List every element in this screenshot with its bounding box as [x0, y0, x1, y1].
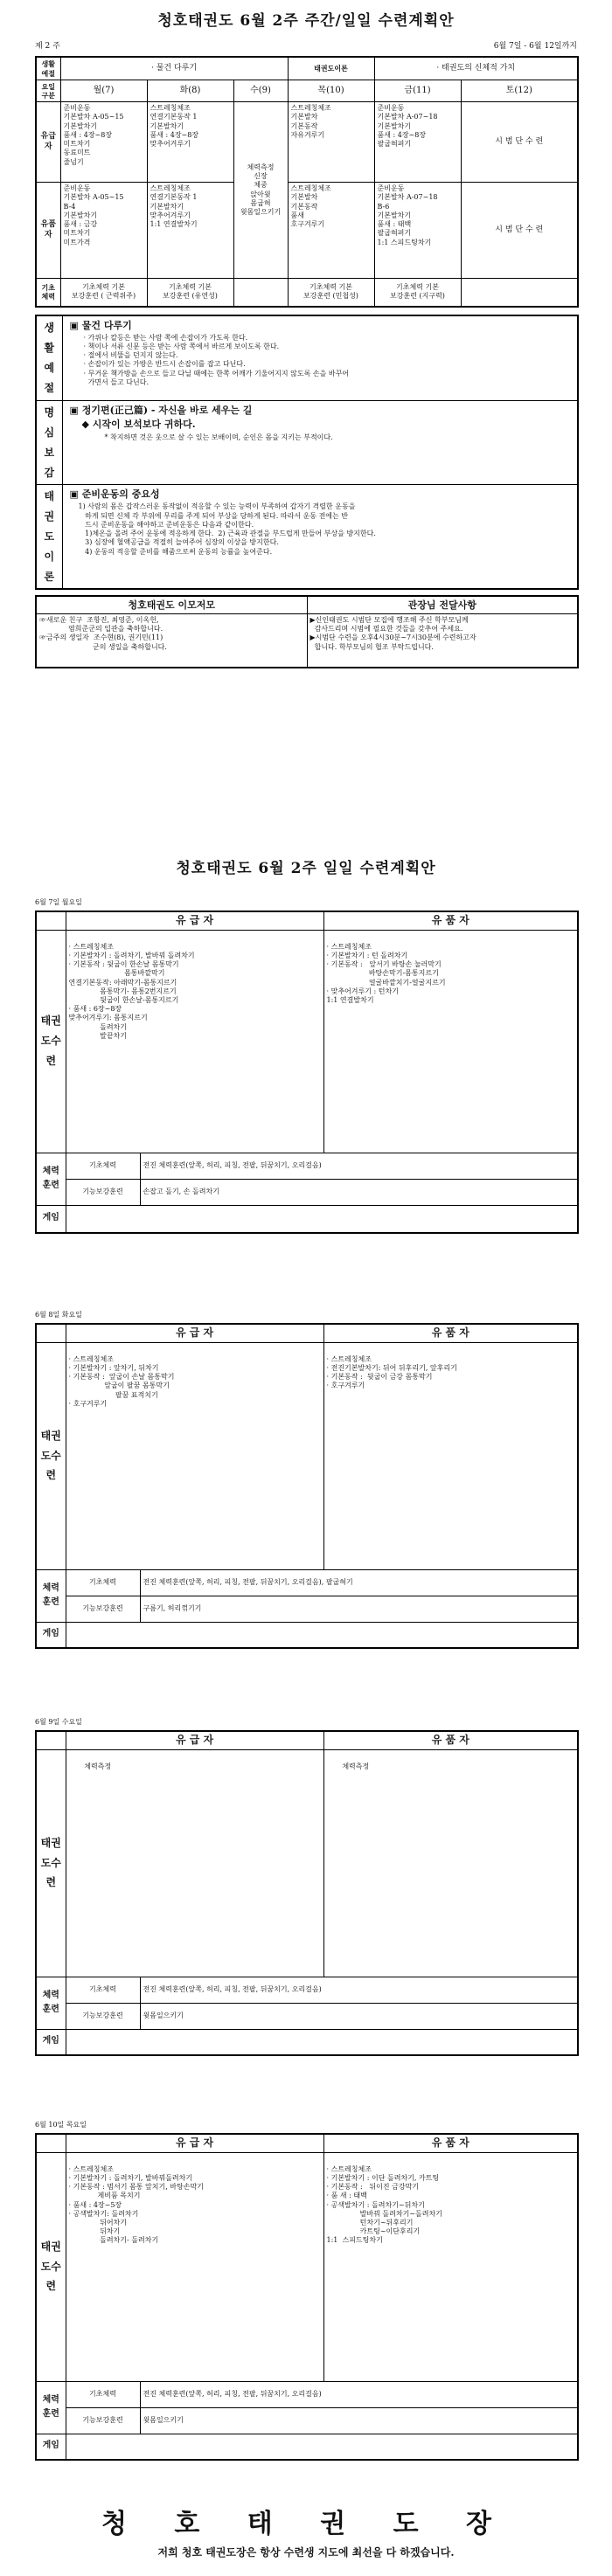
- game-content: [66, 1205, 578, 1233]
- side-game: 게임: [36, 2434, 66, 2460]
- poom-content: · 스트레칭체조 · 기본발차기 : 턴 돌려차기 · 기본동작 : 앞서기 바탕손 눌러막기 바탕손막기-몸통지르기 얼굴바깥치기-얼굴지르기 · 맞추어겨루기 : 턴차기 1:1 연결발차기: [323, 930, 578, 1153]
- day-table-1: [35, 911, 579, 1234]
- wed-plan: 체력측정 신장 체중 앉아윗 몸굽혀 윗몸일으키기: [233, 102, 288, 279]
- day-mon: 월(7): [60, 80, 147, 101]
- basic-fri: 기초체력 기본 보강훈련 (지구력): [374, 279, 461, 307]
- day-block-4: [35, 2121, 577, 2461]
- side-game: 게임: [36, 2029, 66, 2055]
- weekly-title: 청호태권도 6월 2주 주간/일일 수련계획안: [157, 12, 455, 30]
- fri-poom: 준비운동 기본발차 A-07~18 B-6 기본발차기 품새 : 태백 팔굽혀펴기 1:1 스피드팅차기: [374, 183, 461, 279]
- basic-mon: 기초체력 기본 보강훈련 ( 근력위주): [60, 279, 147, 307]
- day-date-3: 6월 9일 수요일: [35, 1718, 82, 1726]
- theme-value-etiquette: · 물건 다루기: [60, 57, 288, 80]
- weekly-plan: [35, 12, 577, 668]
- weekly-table: [35, 56, 579, 307]
- theory-content: ▣ 준비운동의 중요성 1) 사람의 몸은 갑작스러운 동작없이 적응할 수 있는 능력이 부족하여 갑자기 격렬한 운동을 하게 되면 신체 각 부위에 무리를 주게 되어 부상을 당하게 된다. 따라서 운동 전에는 반 드시 준비운동을 해야하고 준비운동은 다음과 같이한다. 1)체온을 올려 주어 운동에 적응하게 한다. 2) 근육과 관절을 부드럽게 만들어 부상을 방지한다. 3) 심장에 혈액공급을 적절히 늘여주어 심장의 이상을 방지한다. 4) 운동의 적응할 준비를 해줌으로써 운동의 능률을 높여준다.: [62, 485, 578, 589]
- theory-box-icon: ▣: [69, 488, 82, 501]
- day-table-3: [35, 1730, 579, 2056]
- theme-label-theory: 태권도이론: [288, 57, 374, 80]
- basic-thu: 기초체력 기본 보강훈련 (민첩성): [288, 279, 374, 307]
- header-geup: 유 급 자: [66, 1731, 323, 1749]
- day-block-2: [35, 1311, 577, 1649]
- game-content: [66, 1622, 578, 1648]
- day-table-2: [35, 1323, 579, 1649]
- heart-head: 정기편(正己篇) - 자신을 바로 세우는 길: [81, 405, 253, 417]
- header-geup: 유 급 자: [66, 2134, 323, 2152]
- thu-geup: 스트레칭체조 기본발차 기본동작 자유겨루기: [288, 102, 374, 183]
- notes-table: [35, 315, 579, 591]
- footer-subtitle: 저희 청호 태권도장은 항상 수련생 지도에 최선을 다 하겠습니다.: [157, 2546, 455, 2559]
- day-block-3: [35, 1718, 577, 2056]
- fitness-skill: 윗몸일으키기: [140, 2407, 578, 2434]
- fitness-basic: 전진 체력훈련(앞쪽, 허리, 피칭, 전팔, 뒤꿈치기, 오리걸음): [140, 2381, 578, 2407]
- thu-poom: 스트레칭체조 기본발차 기본동작 품새 호구겨루기: [288, 183, 374, 279]
- mon-geup: 준비운동 기본발차 A-05~15 기본발차기 품새 : 4장~8장 미트차기 동료미트 줄넘기: [60, 102, 147, 183]
- fitness-skill: 윗몸일으키기: [140, 2003, 578, 2029]
- basic-sat: [461, 279, 578, 307]
- theme-label-etiquette: 생활예절: [36, 57, 60, 80]
- director-content: ▶신인태권도 시범단 모집에 행조해 주신 학부모님께 감사드리며 시범에 필요한 것들을 갖추어 주세요. ▶시범단 수련을 오후4시30분~7시30분에 수련하고자 합니다. 학부모님의 협조 부탁드립니다.: [307, 613, 578, 668]
- day-sat: 토(12): [461, 80, 578, 101]
- side-fitness: 체력훈련: [36, 1977, 66, 2029]
- basic-tue: 기초체력 기본 보강훈련 (유연성): [147, 279, 233, 307]
- tue-geup: 스트레칭체조 연결기본동작 1 기본발차기 품새 : 4장~8장 맞추어겨루기: [147, 102, 233, 183]
- geup-content: · 스트레칭체조 · 기본발차기 : 돌려차기, 발바꿔 돌려차기 · 기본동작 : 뒷굽이 한손날 몸통막기 몸통바깥막기 연결기본동작: 아래막기-몸통지르기 몸통막기- 몸통2번지르기 뒷굽이 한손날-몸통지르기 · 품새 : 6장~8장 맞추어겨루기: 몸통지르기 돌려차기 발끝차기: [66, 930, 323, 1153]
- side-fitness: 체력훈련: [36, 2381, 66, 2434]
- day-date-2: 6월 8일 화요일: [35, 1311, 82, 1319]
- label-basic: 기초체력: [66, 1153, 140, 1179]
- heart-sub: ◆ 시작이 보석보다 귀하다.: [81, 419, 196, 431]
- geup-content: · 스트레칭체조 · 기본발차기 : 앞차기, 뒤차기 · 기본동작 : 앞굽이 손날 몸통막기 앞굽이 팔꿈 몸통막기 팔꿈 표적치기 · 호구겨루기: [66, 1342, 323, 1569]
- heart-content: [62, 401, 578, 485]
- geup-content: · 스트레칭체조 · 기본발차기 : 돌려차기, 발바꿔돌려차기 · 기본동작 : 범서기 몸통 앞치기, 바탕손막기 제비품 목치기 · 품새 : 4장~5장 · 공색발차기: 돌려차기 뒤어차기 뒤차기 돌려차기- 돌려차기: [66, 2152, 323, 2381]
- etiquette-label: 생활예절: [36, 315, 62, 401]
- news-content: ☞새로운 친구 조항진, 최영준, 이옥헌, 염희준군의 입관을 축하합니다. ☞금주의 생일자 조수현(8), 권기민(11) 군의 생일을 축하합니다.: [36, 613, 307, 668]
- poom-content: · 스트레칭체조 · 전진기본발차기: 뒤어 뒤후리기, 앞후리기 · 기본동작 : 뒷굽이 금강 몸통막기 · 호구겨루기: [323, 1342, 578, 1569]
- day-date-1: 6월 7일 월요일: [35, 898, 82, 906]
- fitness-basic: 전진 체력훈련(앞쪽, 허리, 피칭, 전팔, 뒤꿈치기, 오리걸음), 팔굽혀기: [140, 1569, 578, 1596]
- label-skill: 기능보강훈련: [66, 1596, 140, 1622]
- side-main: 태권도수련: [36, 1749, 66, 1977]
- fitness-skill: 구름기, 허리꺾기기: [140, 1596, 578, 1622]
- mon-poom: 준비운동 기본발차 A-05~15 B-4 기본발차기 품새 : 금강 미트차기 미트가격: [60, 183, 147, 279]
- label-basic: 기초체력: [66, 2381, 140, 2407]
- week-period: 6월 7일 - 6월 12일까지: [493, 41, 577, 51]
- director-head: 관장님 전달사항: [307, 596, 578, 613]
- footer: [35, 2508, 577, 2560]
- side-game: 게임: [36, 1205, 66, 1233]
- week-label: 제 2 주: [35, 41, 60, 51]
- fri-geup: 준비운동 기본발차 A-07~18 기본발차기 품새 : 4장~8장 팔굽혀펴기: [374, 102, 461, 183]
- heart-label: 명심보감: [36, 401, 62, 485]
- sat-poom: 시 범 단 수 련: [461, 183, 578, 279]
- day-block-1: [35, 898, 577, 1234]
- side-main: 태권도수련: [36, 930, 66, 1153]
- day-fri: 금(11): [374, 80, 461, 101]
- day-table-4: [35, 2133, 579, 2461]
- row-label-geup: 유급자: [36, 102, 60, 183]
- etiquette-content: ▣ 물건 다루기 · 가위나 칼등은 받는 사람 쪽에 손잡이가 가도록 한다. · 책이나 서류 신문 등은 받는 사람 쪽에서 바르게 보이도록 한다. · 절에서 비뚤을 던지지 않는다. · 손잡이가 있는 가방은 반드시 손잡이를 잡고 다닌다. · 무거운 책가방을 손으로 들고 다닐 때에는 한쪽 어깨가 기울어지지 않도록 손을 바꾸어 가면서 들고 다닌다.: [62, 315, 578, 401]
- etiquette-box-icon: ▣: [69, 319, 82, 331]
- news-table: [35, 595, 579, 668]
- side-fitness: 체력훈련: [36, 1569, 66, 1622]
- side-main: 태권도수련: [36, 2152, 66, 2381]
- row-label-poom: 유품자: [36, 183, 60, 279]
- fitness-basic: 전진 체력훈련(앞쪽, 허리, 피칭, 전팔, 뒤꿈치기, 오리걸음): [140, 1977, 578, 2003]
- heart-note: * 착지하면 것은 웃으로 살 수 있는 보배이며, 순인은 몸을 지키는 부적이다.: [104, 433, 333, 442]
- side-main: 태권도수련: [36, 1342, 66, 1569]
- row-label-basic: 기초체력: [36, 279, 60, 307]
- side-fitness: 체력훈련: [36, 1153, 66, 1205]
- day-date-4: 6월 10일 목요일: [35, 2121, 87, 2129]
- header-poom: 유 품 자: [323, 2134, 578, 2152]
- label-skill: 기능보강훈련: [66, 1179, 140, 1205]
- fitness-skill: 손잡고 돌기, 손 돌려차기: [140, 1179, 578, 1205]
- game-content: [66, 2434, 578, 2460]
- day-tue: 화(8): [147, 80, 233, 101]
- news-head: 청호태권도 이모저모: [36, 596, 307, 613]
- label-basic: 기초체력: [66, 1977, 140, 2003]
- side-game: 게임: [36, 1622, 66, 1648]
- theory-label: 태권도이론: [36, 485, 62, 589]
- label-skill: 기능보강훈련: [66, 2003, 140, 2029]
- header-poom: 유 품 자: [323, 1324, 578, 1342]
- etiquette-head: 물건 다루기: [81, 319, 132, 331]
- label-basic: 기초체력: [66, 1569, 140, 1596]
- header-poom: 유 품 자: [323, 1731, 578, 1749]
- header-geup: 유 급 자: [66, 911, 323, 930]
- heart-box-icon: ▣: [69, 405, 82, 417]
- theory-head: 준비운동의 중요성: [81, 488, 160, 501]
- header-poom: 유 품 자: [323, 911, 578, 930]
- day-wed: 수(9): [233, 80, 288, 101]
- header-geup: 유 급 자: [66, 1324, 323, 1342]
- footer-title: 청 호 태 권 도 장: [101, 2509, 511, 2539]
- day-thu: 목(10): [288, 80, 374, 101]
- game-content: [66, 2029, 578, 2055]
- theme-value-theory: · 태권도의 신체적 가치: [374, 57, 578, 80]
- label-skill: 기능보강훈련: [66, 2407, 140, 2434]
- day-label: 요일구분: [36, 80, 60, 101]
- geup-content: 체력측정: [66, 1749, 323, 1977]
- sat-geup: 시 범 단 수 련: [461, 102, 578, 183]
- fitness-basic: 전진 체력훈련(앞쪽, 허리, 피칭, 전팔, 뒤꿈치기, 오리걸음): [140, 1153, 578, 1179]
- poom-content: 체력측정: [323, 1749, 578, 1977]
- tue-poom: 스트레칭체조 연결기본동작 1 기본발차기 맞추어겨루기 1:1 연결발차기: [147, 183, 233, 279]
- basic-wed: [233, 279, 288, 307]
- poom-content: · 스트레칭체조 · 기본발차기 : 이단 돌려차기, 카트팅 · 기본동작 : 뒤이진 금강막기 · 품 새 : 태백 · 공색발차기 : 돌려차기~뒤차기 발바꿔 돌려차기~돌려차기 턴차기~뒤후리기 카트팅~이단후리기 1:1 스피드팅차기: [323, 2152, 578, 2381]
- daily-title: 청호태권도 6월 2주 일일 수련계획안: [176, 860, 436, 877]
